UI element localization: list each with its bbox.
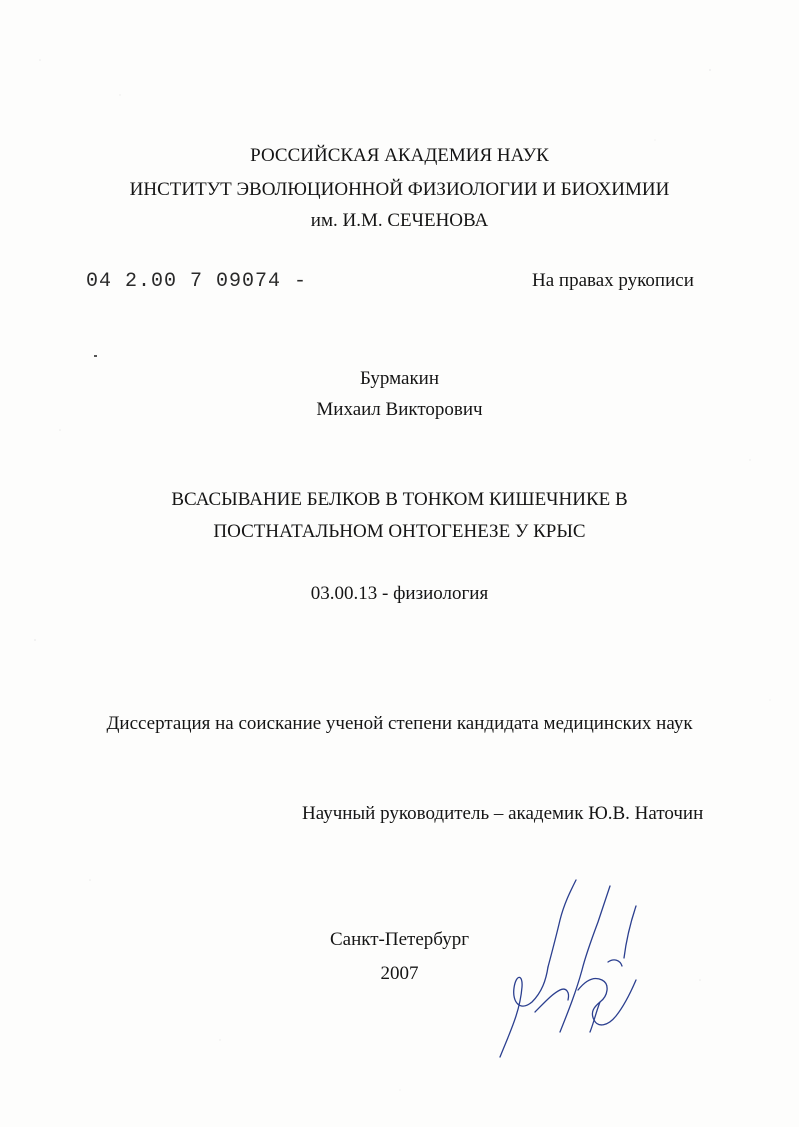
specialty-code: 03.00.13 - физиология — [310, 583, 489, 604]
institute-named-after: им. И.М. СЕЧЕНОВА — [310, 210, 489, 231]
scan-mark — [94, 355, 97, 357]
academy-name: РОССИЙСКАЯ АКАДЕМИЯ НАУК — [250, 145, 549, 166]
author-surname: Бурмакин — [359, 368, 440, 389]
registration-number: 04 2.00 7 09074 - — [86, 270, 308, 293]
city: Санкт-Петербург — [329, 929, 469, 950]
handwritten-signature — [490, 862, 650, 1072]
institute-name: ИНСТИТУТ ЭВОЛЮЦИОННОЙ ФИЗИОЛОГИИ И БИОХИМИИ — [129, 179, 670, 200]
scientific-advisor: Научный руководитель – академик Ю.В. Наточин — [302, 803, 704, 824]
author-given-names: Михаил Викторович — [316, 399, 483, 420]
thesis-title-line-2: ПОСТНАТАЛЬНОМ ОНТОГЕНЕЗЕ У КРЫС — [213, 521, 586, 542]
manuscript-note: На правах рукописи — [532, 270, 694, 291]
degree-statement: Диссертация на соискание ученой степени кандидата медицинских наук — [106, 713, 693, 734]
year: 2007 — [380, 963, 419, 984]
thesis-title-line-1: ВСАСЫВАНИЕ БЕЛКОВ В ТОНКОМ КИШЕЧНИКЕ В — [171, 489, 628, 510]
